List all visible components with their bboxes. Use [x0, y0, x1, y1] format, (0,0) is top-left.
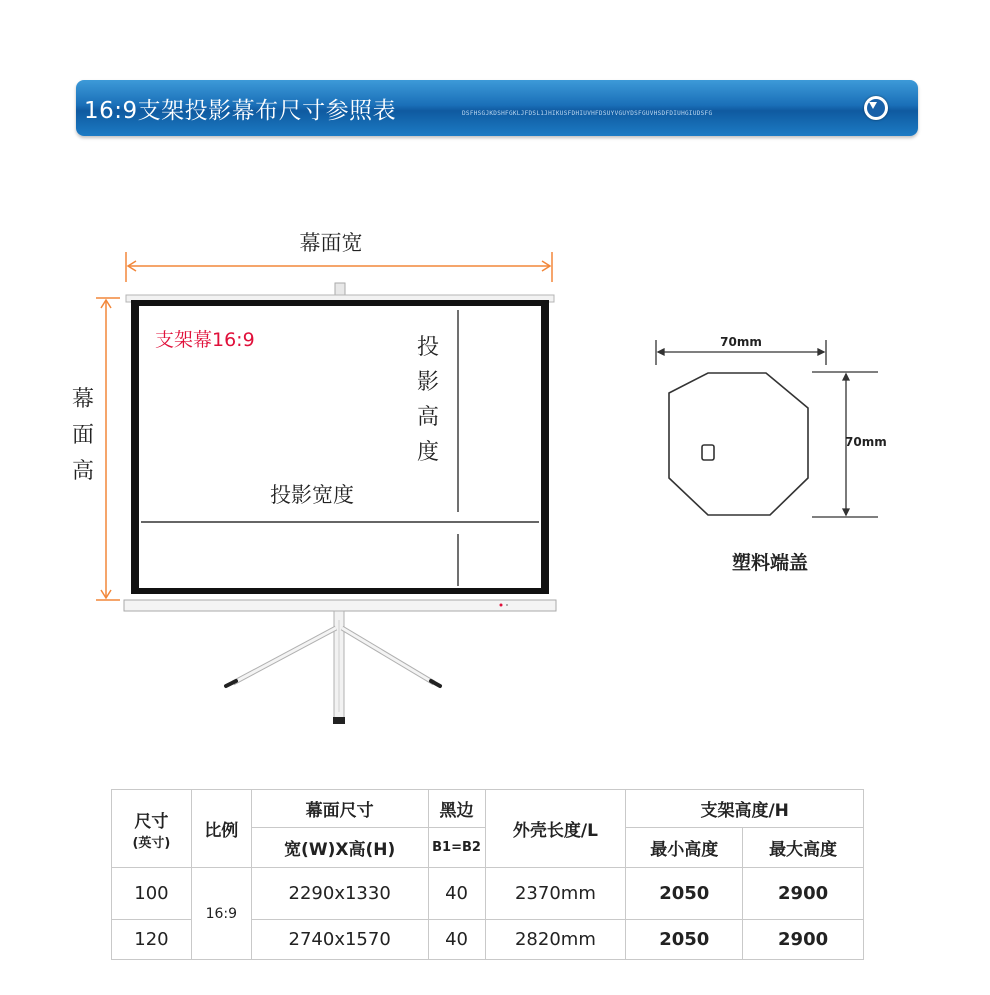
header-stand: 支架高度/H — [626, 790, 864, 828]
cap-caption: 塑料端盖 — [731, 552, 809, 574]
header-size — [112, 790, 192, 868]
header-border-sub: B1=B2 — [428, 828, 485, 868]
cell-size: 120 — [112, 920, 192, 960]
end-cap-diagram — [656, 340, 878, 517]
header-ratio: 比例 — [191, 790, 251, 868]
height-label-1: 幕 — [71, 387, 95, 412]
cell-ratio: 16:9 — [191, 868, 251, 960]
proj-width-label: 投影宽度 — [270, 483, 354, 507]
proj-height-1: 投 — [416, 335, 440, 360]
tripod-stand — [226, 611, 440, 724]
cell-size: 100 — [112, 868, 192, 920]
cap-height-label: 70mm — [845, 435, 887, 449]
proj-height-3: 高 — [416, 405, 440, 430]
cell-border: 40 — [428, 920, 485, 960]
width-dimension — [126, 252, 552, 282]
cell-case: 2370mm — [485, 868, 626, 920]
spec-table — [111, 789, 864, 960]
page-title: 16:9支架投影幕布尺寸参照表 — [84, 98, 397, 124]
header-size-label: 尺寸 — [134, 811, 169, 832]
proj-height-4: 度 — [416, 440, 440, 465]
header-max: 最大高度 — [743, 828, 864, 868]
header-screen-sub: 宽(W)X高(H) — [251, 828, 428, 868]
banner-subtitle: DSFHSGJKDSHFGKLJFDSL1JHIKUSFDHIUVHFDSUYVGUYDSFGUVHSDFDIUHGIUDSFG — [462, 110, 713, 117]
width-label: 幕面宽 — [299, 231, 363, 255]
bottom-case — [124, 600, 556, 611]
top-case — [126, 283, 554, 302]
proj-height-2: 影 — [416, 370, 440, 395]
cell-border: 40 — [428, 868, 485, 920]
table-row — [112, 868, 864, 920]
header-border: 黑边 — [428, 790, 485, 828]
height-dimension — [96, 298, 120, 600]
cell-max: 2900 — [743, 868, 864, 920]
cell-min: 2050 — [626, 920, 743, 960]
cell-screen: 2740x1570 — [251, 920, 428, 960]
cell-screen: 2290x1330 — [251, 868, 428, 920]
screen-label: 支架幕16:9 — [155, 329, 255, 351]
cell-min: 2050 — [626, 868, 743, 920]
height-label-2: 面 — [71, 423, 95, 448]
cap-width-label: 70mm — [720, 335, 762, 349]
height-label-3: 高 — [71, 459, 95, 484]
header-size-unit: (英寸) — [132, 835, 171, 851]
header-screen: 幕面尺寸 — [251, 790, 428, 828]
header-case: 外壳长度/L — [485, 790, 626, 868]
cell-case: 2820mm — [485, 920, 626, 960]
header-min: 最小高度 — [626, 828, 743, 868]
cell-max: 2900 — [743, 920, 864, 960]
